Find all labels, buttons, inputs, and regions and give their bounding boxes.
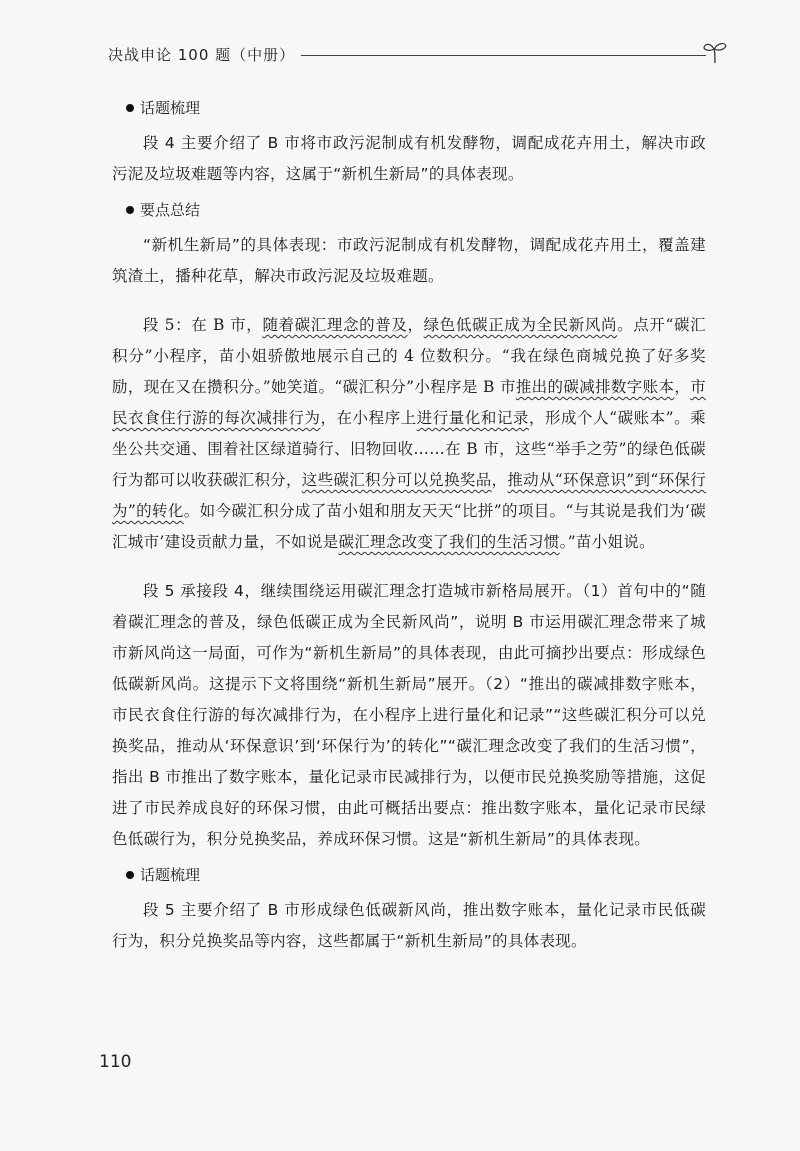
analysis-paragraph: 段 5 承接段 4，继续围绕运用碳汇理念打造城市新格局展开。（1）首句中的“随着碳汇理念的普及，绿色低碳正成为全民新风尚”，说明 B 市运用碳汇理念带来了城市新风尚这一局面，可作为“新机生新局”的具体表现，由此可摘抄出要点：形成绿色低碳新风尚。这提示下文将围绕“新机生新局”展开。（2）“推出的碳减排数字账本，市民衣食住行游的每次减排行为，在小程序上进行量化和记录”“这些碳汇积分可以兑换奖品，推动从‘环保意识’到‘环保行为’的转化”“碳汇理念改变了我们的生活习惯”，指出 B 市推出了数字账本，量化记录市民减排行为，以便市民兑换奖励等措施，这促进了市民养成良好的环保习惯，由此可概括出要点：推出数字账本，量化记录市民绿色低碳行为，积分兑换奖品，养成环保习惯。这是“新机生新局”的具体表现。 xyxy=(112,582,706,848)
sprout-icon xyxy=(702,40,728,64)
underlined-span: 进行量化和记录 xyxy=(416,409,529,427)
underlined-span: 推动从“环保意识”到“环保行为”的转化 xyxy=(112,471,706,520)
underlined-span: 市民衣食住行游的每次减排行为 xyxy=(112,378,706,427)
underlined-span: 绿色低碳正成为全民新风尚 xyxy=(423,316,618,334)
underlined-span: 随着碳汇理念的普及 xyxy=(262,316,408,334)
text-span: ，形成个人“碳账本”。乘坐公共交通、围着社区绿道骑行、旧物回收……在 B 市，这些“举手之劳”的绿色低碳行为都可以收获碳汇积分， xyxy=(112,409,706,489)
text-span: 。点开“碳汇积分”小程序，苗小姐骄傲地展示自己的 4 位数积分。“我在绿色商城兑换了好多奖励，现在又在攒积分。”她笑道。“碳汇积分”小程序是 B 市 xyxy=(112,316,706,396)
section-heading-topic xyxy=(126,96,706,120)
book-title: 决战申论 100 题（中册） xyxy=(108,44,301,65)
page-number: 110 xyxy=(99,1052,132,1072)
underlined-span: 碳汇理念改变了我们的生活习惯 xyxy=(338,533,560,551)
text-span: ， xyxy=(674,378,691,396)
underlined-span: 推出的碳减排数字账本 xyxy=(515,378,675,396)
section-heading-topic-2 xyxy=(126,863,706,887)
heading-text: 话题梳理 xyxy=(140,866,201,884)
bullet-icon xyxy=(126,871,134,879)
header-rule xyxy=(288,55,706,56)
text-span: ， xyxy=(491,471,508,489)
underlined-span: 这些碳汇积分可以兑换奖品 xyxy=(301,471,492,489)
heading-text: 要点总结 xyxy=(140,201,201,219)
text-span: 。如今碳汇积分成了苗小姐和朋友天天“比拼”的项目。“与其说是我们为‘碳汇城市’建设贡献力量，不如说是 xyxy=(112,502,706,551)
summary-paragraph: “新机生新局”的具体表现：市政污泥制成有机发酵物，调配成花卉用土，覆盖建筑渣土，播种花草，解决市政污泥及垃圾难题。 xyxy=(112,236,706,285)
page-content xyxy=(112,96,706,965)
text-span: ，在小程序上 xyxy=(320,409,417,427)
text-span: ， xyxy=(407,316,424,334)
running-header xyxy=(108,40,720,70)
heading-text: 话题梳理 xyxy=(140,99,201,117)
bullet-icon xyxy=(126,104,134,112)
text-span: 。”苗小姐说。 xyxy=(559,533,655,551)
text-span: 段 5：在 B 市， xyxy=(143,316,263,334)
topic-paragraph: 段 4 主要介绍了 B 市将市政污泥制成有机发酵物，调配成花卉用土，解决市政污泥及垃圾难题等内容，这属于“新机生新局”的具体表现。 xyxy=(112,134,706,183)
source-paragraph-5 xyxy=(112,310,706,558)
bullet-icon xyxy=(126,206,134,214)
section-heading-summary xyxy=(126,198,706,222)
topic-paragraph-2: 段 5 主要介绍了 B 市形成绿色低碳新风尚，推出数字账本，量化记录市民低碳行为，积分兑换奖品等内容，这些都属于“新机生新局”的具体表现。 xyxy=(112,901,706,950)
